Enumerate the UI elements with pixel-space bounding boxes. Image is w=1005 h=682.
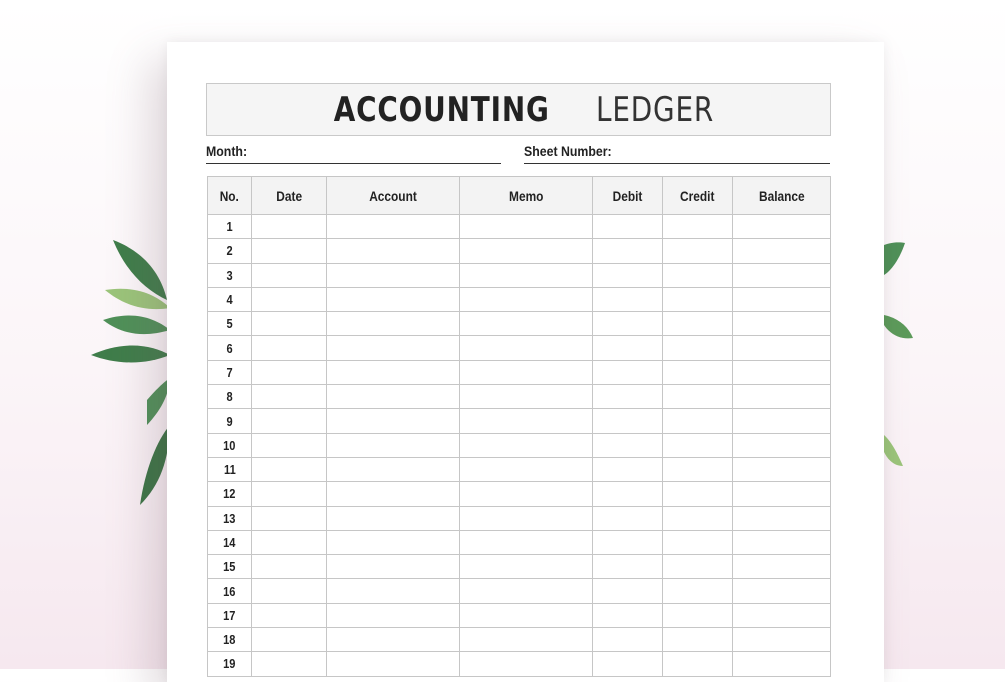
- date-cell[interactable]: [252, 603, 327, 627]
- column-header-memo: Memo: [460, 177, 593, 215]
- table-header-row: [208, 177, 831, 215]
- sheet-number-label: Sheet Number:: [524, 143, 612, 159]
- ledger-body: [208, 215, 831, 677]
- debit-cell[interactable]: [593, 530, 663, 554]
- balance-cell[interactable]: [733, 336, 831, 360]
- memo-cell[interactable]: [460, 652, 593, 676]
- date-cell[interactable]: [252, 652, 327, 676]
- balance-cell[interactable]: [733, 457, 831, 481]
- credit-cell[interactable]: [663, 336, 733, 360]
- table-row: [208, 603, 831, 627]
- credit-cell[interactable]: [663, 628, 733, 652]
- credit-cell[interactable]: [663, 385, 733, 409]
- credit-cell[interactable]: [663, 652, 733, 676]
- credit-cell[interactable]: [663, 603, 733, 627]
- balance-cell[interactable]: [733, 385, 831, 409]
- date-cell[interactable]: [252, 457, 327, 481]
- memo-cell[interactable]: [460, 433, 593, 457]
- table-row: [208, 360, 831, 384]
- sheet-number-field[interactable]: [524, 143, 830, 164]
- debit-cell[interactable]: [593, 433, 663, 457]
- memo-cell[interactable]: [460, 579, 593, 603]
- balance-cell[interactable]: [733, 506, 831, 530]
- row-number-cell: 15: [208, 555, 252, 579]
- balance-cell[interactable]: [733, 215, 831, 239]
- table-row: [208, 239, 831, 263]
- debit-cell[interactable]: [593, 360, 663, 384]
- balance-cell[interactable]: [733, 312, 831, 336]
- table-row: [208, 409, 831, 433]
- table-row: [208, 457, 831, 481]
- row-number-cell: 12: [208, 482, 252, 506]
- table-row: [208, 433, 831, 457]
- table-row: [208, 482, 831, 506]
- account-cell[interactable]: [327, 482, 460, 506]
- balance-cell[interactable]: [733, 530, 831, 554]
- credit-cell[interactable]: [663, 239, 733, 263]
- debit-cell[interactable]: [593, 287, 663, 311]
- debit-cell[interactable]: [593, 215, 663, 239]
- debit-cell[interactable]: [593, 628, 663, 652]
- memo-cell[interactable]: [460, 215, 593, 239]
- debit-cell[interactable]: [593, 457, 663, 481]
- ledger-sheet: [167, 42, 884, 682]
- memo-cell[interactable]: [460, 287, 593, 311]
- column-header-no: No.: [208, 177, 252, 215]
- credit-cell[interactable]: [663, 312, 733, 336]
- memo-cell[interactable]: [460, 482, 593, 506]
- row-number-cell: 2: [208, 239, 252, 263]
- account-cell[interactable]: [327, 506, 460, 530]
- row-number-cell: 13: [208, 506, 252, 530]
- date-cell[interactable]: [252, 312, 327, 336]
- credit-cell[interactable]: [663, 457, 733, 481]
- account-cell[interactable]: [327, 555, 460, 579]
- account-cell[interactable]: [327, 215, 460, 239]
- row-number-cell: 19: [208, 652, 252, 676]
- account-cell[interactable]: [327, 263, 460, 287]
- balance-cell[interactable]: [733, 287, 831, 311]
- memo-cell[interactable]: [460, 603, 593, 627]
- balance-cell[interactable]: [733, 433, 831, 457]
- credit-cell[interactable]: [663, 555, 733, 579]
- date-cell[interactable]: [252, 263, 327, 287]
- memo-cell[interactable]: [460, 409, 593, 433]
- debit-cell[interactable]: [593, 555, 663, 579]
- row-number-cell: 17: [208, 603, 252, 627]
- date-cell[interactable]: [252, 433, 327, 457]
- debit-cell[interactable]: [593, 579, 663, 603]
- row-number-cell: 4: [208, 287, 252, 311]
- credit-cell[interactable]: [663, 433, 733, 457]
- memo-cell[interactable]: [460, 263, 593, 287]
- row-number-cell: 11: [208, 457, 252, 481]
- title-bold-text: ACCOUNTING: [333, 89, 550, 130]
- memo-cell[interactable]: [460, 628, 593, 652]
- debit-cell[interactable]: [593, 482, 663, 506]
- date-cell[interactable]: [252, 336, 327, 360]
- date-cell[interactable]: [252, 360, 327, 384]
- column-header-credit: Credit: [663, 177, 733, 215]
- debit-cell[interactable]: [593, 652, 663, 676]
- balance-cell[interactable]: [733, 239, 831, 263]
- date-cell[interactable]: [252, 628, 327, 652]
- memo-cell[interactable]: [460, 239, 593, 263]
- account-cell[interactable]: [327, 409, 460, 433]
- table-row: [208, 336, 831, 360]
- row-number-cell: 3: [208, 263, 252, 287]
- row-number-cell: 6: [208, 336, 252, 360]
- account-cell[interactable]: [327, 239, 460, 263]
- debit-cell[interactable]: [593, 409, 663, 433]
- row-number-cell: 18: [208, 628, 252, 652]
- credit-cell[interactable]: [663, 482, 733, 506]
- debit-cell[interactable]: [593, 336, 663, 360]
- date-cell[interactable]: [252, 555, 327, 579]
- table-row: [208, 579, 831, 603]
- balance-cell[interactable]: [733, 628, 831, 652]
- table-row: [208, 312, 831, 336]
- balance-cell[interactable]: [733, 579, 831, 603]
- month-field[interactable]: [206, 143, 501, 164]
- account-cell[interactable]: [327, 287, 460, 311]
- row-number-cell: 14: [208, 530, 252, 554]
- debit-cell[interactable]: [593, 603, 663, 627]
- date-cell[interactable]: [252, 579, 327, 603]
- credit-cell[interactable]: [663, 579, 733, 603]
- debit-cell[interactable]: [593, 385, 663, 409]
- credit-cell[interactable]: [663, 263, 733, 287]
- column-header-balance: Balance: [733, 177, 831, 215]
- memo-cell[interactable]: [460, 312, 593, 336]
- account-cell[interactable]: [327, 652, 460, 676]
- balance-cell[interactable]: [733, 652, 831, 676]
- account-cell[interactable]: [327, 603, 460, 627]
- credit-cell[interactable]: [663, 360, 733, 384]
- date-cell[interactable]: [252, 385, 327, 409]
- account-cell[interactable]: [327, 457, 460, 481]
- date-cell[interactable]: [252, 215, 327, 239]
- account-cell[interactable]: [327, 360, 460, 384]
- row-number-cell: 10: [208, 433, 252, 457]
- balance-cell[interactable]: [733, 555, 831, 579]
- balance-cell[interactable]: [733, 263, 831, 287]
- row-number-cell: 5: [208, 312, 252, 336]
- balance-cell[interactable]: [733, 360, 831, 384]
- row-number-cell: 8: [208, 385, 252, 409]
- credit-cell[interactable]: [663, 409, 733, 433]
- date-cell[interactable]: [252, 482, 327, 506]
- table-row: [208, 215, 831, 239]
- credit-cell[interactable]: [663, 287, 733, 311]
- debit-cell[interactable]: [593, 312, 663, 336]
- table-row: [208, 287, 831, 311]
- ledger-title: [206, 83, 831, 136]
- ledger-table: [207, 176, 831, 677]
- memo-cell[interactable]: [460, 530, 593, 554]
- account-cell[interactable]: [327, 530, 460, 554]
- memo-cell[interactable]: [460, 336, 593, 360]
- balance-cell[interactable]: [733, 482, 831, 506]
- column-header-date: Date: [252, 177, 327, 215]
- table-row: [208, 385, 831, 409]
- column-header-account: Account: [327, 177, 460, 215]
- table-row: [208, 506, 831, 530]
- date-cell[interactable]: [252, 530, 327, 554]
- row-number-cell: 7: [208, 360, 252, 384]
- column-header-debit: Debit: [593, 177, 663, 215]
- balance-cell[interactable]: [733, 603, 831, 627]
- date-cell[interactable]: [252, 239, 327, 263]
- memo-cell[interactable]: [460, 385, 593, 409]
- account-cell[interactable]: [327, 385, 460, 409]
- balance-cell[interactable]: [733, 409, 831, 433]
- credit-cell[interactable]: [663, 215, 733, 239]
- memo-cell[interactable]: [460, 360, 593, 384]
- table-row: [208, 530, 831, 554]
- debit-cell[interactable]: [593, 239, 663, 263]
- memo-cell[interactable]: [460, 457, 593, 481]
- title-light-text: LEDGER: [596, 89, 715, 130]
- row-number-cell: 1: [208, 215, 252, 239]
- memo-cell[interactable]: [460, 506, 593, 530]
- row-number-cell: 9: [208, 409, 252, 433]
- date-cell[interactable]: [252, 506, 327, 530]
- account-cell[interactable]: [327, 336, 460, 360]
- account-cell[interactable]: [327, 579, 460, 603]
- credit-cell[interactable]: [663, 506, 733, 530]
- table-row: [208, 555, 831, 579]
- date-cell[interactable]: [252, 287, 327, 311]
- account-cell[interactable]: [327, 433, 460, 457]
- table-row: [208, 652, 831, 676]
- account-cell[interactable]: [327, 312, 460, 336]
- table-row: [208, 263, 831, 287]
- table-row: [208, 628, 831, 652]
- date-cell[interactable]: [252, 409, 327, 433]
- debit-cell[interactable]: [593, 506, 663, 530]
- month-label: Month:: [206, 143, 248, 159]
- account-cell[interactable]: [327, 628, 460, 652]
- memo-cell[interactable]: [460, 555, 593, 579]
- row-number-cell: 16: [208, 579, 252, 603]
- credit-cell[interactable]: [663, 530, 733, 554]
- debit-cell[interactable]: [593, 263, 663, 287]
